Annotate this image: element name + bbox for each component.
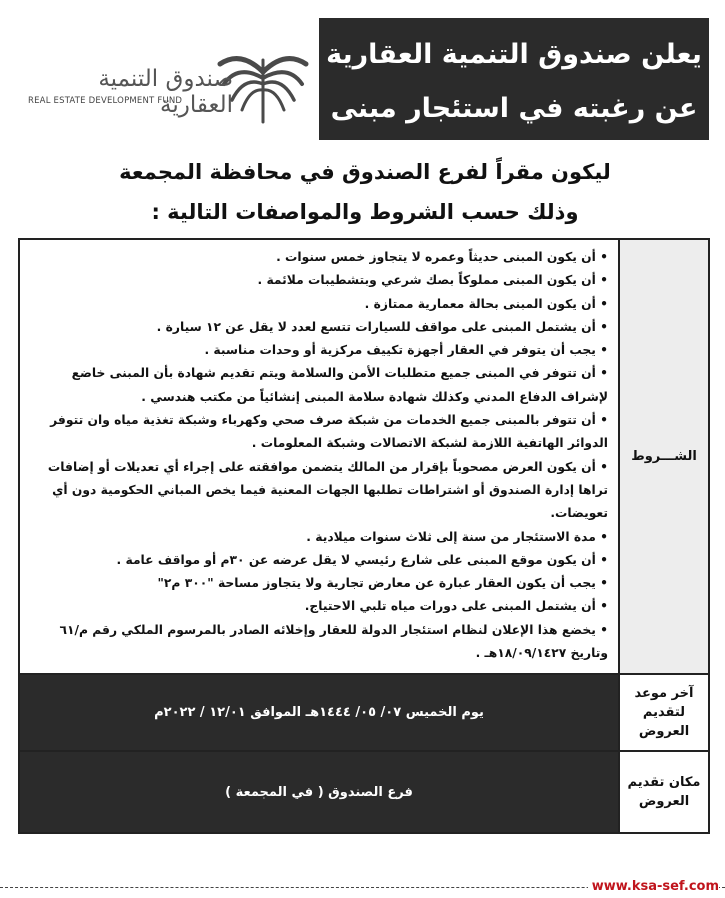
condition-item: • أن يكون المبنى حديثاً وعمره لا يتجاوز خمس سنوات . — [34, 246, 608, 269]
place-label: مكان تقديم العروض — [618, 752, 708, 832]
condition-item: • أن يشتمل المبنى على مواقف للسيارات تتسع لعدد لا يقل عن ١٢ سيارة . — [34, 316, 608, 339]
subtitle-line-2: وذلك حسب الشروط والمواصفات التالية : — [151, 200, 579, 224]
place-value: فرع الصندوق ( في المجمعة ) — [20, 752, 618, 832]
conditions-list — [20, 240, 618, 673]
announcement-subtitle — [20, 152, 710, 232]
fund-logo — [28, 42, 313, 132]
header-line-1: يعلن صندوق التنمية العقارية — [326, 39, 702, 70]
deadline-row — [20, 673, 708, 750]
condition-item: • أن تتوفر بالمبنى جميع الخدمات من شبكة صرف صحي وكهرباء وشبكة تغذية مياه وان تتوفر الدوائر الهاتفية اللازمة لشبكة الاتصالات وشبكة المعلومات . — [34, 409, 608, 456]
announcement-header — [319, 18, 709, 140]
condition-item: • أن تتوفر في المبنى جميع متطلبات الأمن والسلامة ويتم تقديم شهادة بأن المبنى خاضع لإشراف الدفاع المدني وكذلك شهادة سلامة المبنى إنشائياً من مكتب هندسي . — [34, 362, 608, 409]
conditions-row — [20, 240, 708, 673]
subtitle-line-1: ليكون مقراً لفرع الصندوق في محافظة المجمعة — [119, 160, 611, 184]
conditions-label: الشـــروط — [618, 240, 708, 673]
condition-item: • أن يكون المبنى مملوكاً بصك شرعي وبتشطيبات ملائمة . — [34, 269, 608, 292]
logo-name-arabic: صندوق التنمية العقارية — [98, 66, 233, 118]
condition-item: • أن يكون المبنى بحالة معمارية ممتازة . — [34, 293, 608, 316]
condition-item: • أن يكون العرض مصحوباً بإقرار من المالك يتضمن موافقته على إجراء أي تعديلات أو إضافات تراها إدارة الصندوق أو اشتراطات تطلبها الجهات المعنية فيما يخص المباني الحكومية دون أي تعويضات. — [34, 456, 608, 526]
conditions-content — [20, 240, 618, 673]
condition-item: • أن يكون موقع المبنى على شارع رئيسي لا يقل عرضه عن ٣٠م أو مواقف عامة . — [34, 549, 608, 572]
condition-item: • يخضع هذا الإعلان لنظام استئجار الدولة للعقار وإخلائه الصادر بالمرسوم الملكي رقم م/٦١ وتاريخ ١٨/٠٩/١٤٢٧هـ . — [34, 619, 608, 666]
condition-item: • مدة الاستئجار من سنة إلى ثلاث سنوات ميلادية . — [34, 526, 608, 549]
condition-item: • يجب أن يكون العقار عبارة عن معارض تجارية ولا يتجاوز مساحة "٣٠٠ م٢" — [34, 572, 608, 595]
place-row — [20, 750, 708, 832]
condition-item: • يجب أن يتوفر في العقار أجهزة تكييف مركزية أو وحدات مناسبة . — [34, 339, 608, 362]
condition-item: • أن يشتمل المبنى على دورات مياه تلبي الاحتياج. — [34, 595, 608, 618]
conditions-table — [18, 238, 710, 834]
deadline-value: يوم الخميس ٠٧/ ٠٥/ ١٤٤٤هـ الموافق ١٢/٠١ / ٢٠٢٢م — [20, 675, 618, 750]
footer-website-link[interactable]: www.ksa-sef.com — [588, 879, 719, 894]
header-line-2: عن رغبته في استئجار مبنى — [330, 93, 698, 124]
deadline-label: آخر موعد لتقديم العروض — [618, 675, 708, 750]
logo-name-english: REAL ESTATE DEVELOPMENT FUND — [28, 96, 183, 106]
